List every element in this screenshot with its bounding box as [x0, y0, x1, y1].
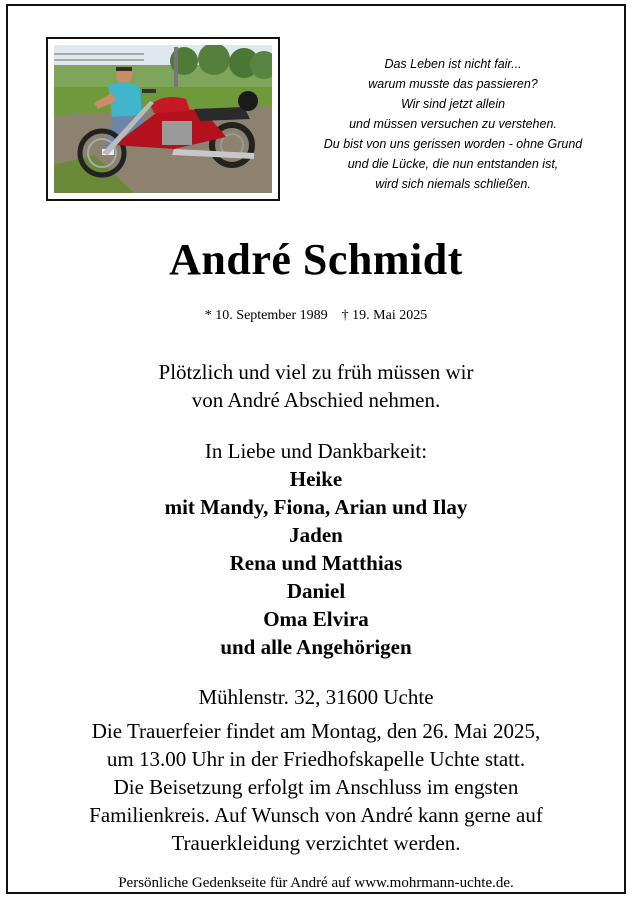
family-member: mit Mandy, Fiona, Arian und Ilay — [164, 495, 468, 519]
poem-line: wird sich niemals schließen. — [375, 177, 531, 191]
death-date: † 19. Mai 2025 — [341, 308, 428, 323]
life-dates — [8, 308, 624, 324]
photo-illustration — [54, 45, 272, 193]
service-line: Familienkreis. Auf Wunsch von André kann gerne auf — [89, 803, 543, 827]
service-line: Die Trauerfeier findet am Montag, den 26. Mai 2025, — [91, 719, 541, 743]
memorial-page-link[interactable]: Persönliche Gedenkseite für André auf www.mohrmann-uchte.de. — [118, 875, 514, 891]
mourning-address: Mühlenstr. 32, 31600 Uchte — [198, 685, 434, 709]
poem-line: und müssen versuchen zu verstehen. — [349, 117, 557, 131]
deceased-name: André Schmidt — [169, 235, 463, 284]
service-line: Die Beisetzung erfolgt im Anschluss im engsten — [113, 775, 519, 799]
death-notice — [6, 4, 626, 894]
poem-line: warum musste das passieren? — [368, 77, 538, 91]
poem-line: und die Lücke, die nun entstanden ist, — [347, 157, 559, 171]
family-member: Oma Elvira — [263, 607, 369, 631]
service-line: um 13.00 Uhr in der Friedhofskapelle Uchte statt. — [106, 747, 526, 771]
intro-line: Plötzlich und viel zu früh müssen wir — [158, 360, 474, 384]
family-member: Heike — [289, 467, 343, 491]
service-line: Trauerkleidung verzichtet werden. — [171, 831, 461, 855]
memorial-poem — [293, 54, 613, 194]
family-list — [8, 437, 624, 661]
poem-line: Du bist von uns gerissen worden - ohne Grund — [323, 137, 583, 151]
family-member: Daniel — [286, 579, 346, 603]
funeral-service-info — [8, 717, 624, 857]
poem-line: Wir sind jetzt allein — [400, 97, 506, 111]
birth-date: * 10. September 1989 — [204, 308, 328, 323]
family-member: Rena und Matthias — [229, 551, 403, 575]
family-heading: In Liebe und Dankbarkeit: — [204, 439, 428, 463]
family-member: und alle Angehörigen — [220, 635, 412, 659]
family-member: Jaden — [289, 523, 343, 547]
motorcycle-photo — [54, 45, 272, 193]
intro-line: von André Abschied nehmen. — [191, 388, 441, 412]
poem-line: Das Leben ist nicht fair... — [384, 57, 522, 71]
intro-text — [8, 358, 624, 414]
portrait-frame — [46, 37, 280, 201]
